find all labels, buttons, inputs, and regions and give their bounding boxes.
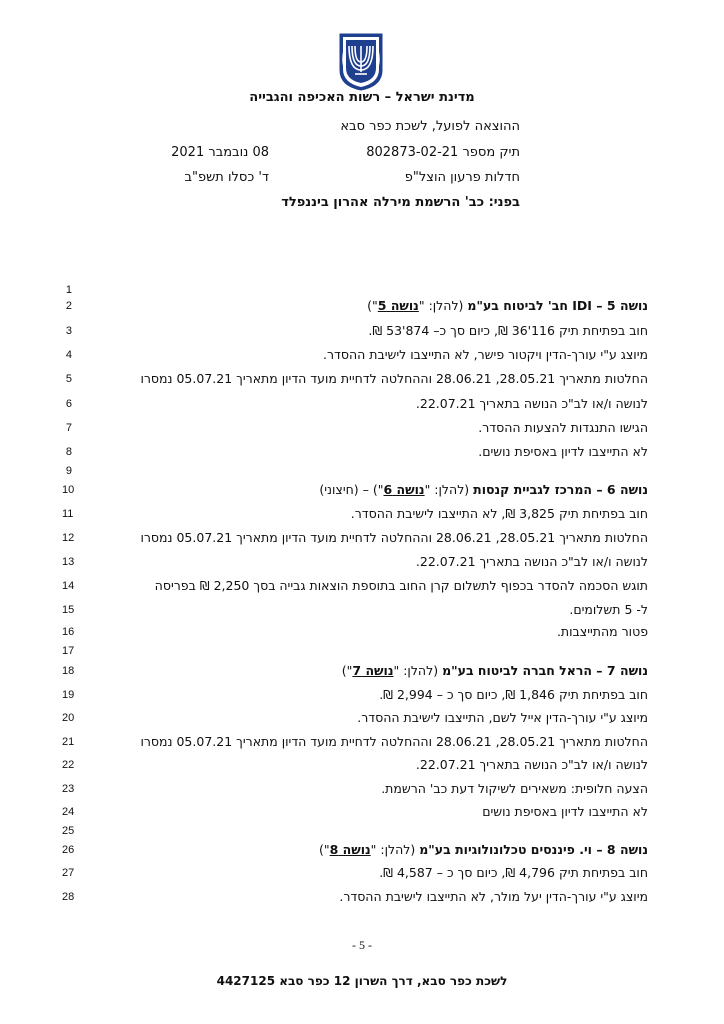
line-number: 1 — [65, 284, 72, 296]
line-number: 14 — [62, 580, 75, 592]
date-hebrew: ד' כסלו תשפ"ב — [184, 170, 269, 185]
line-number: 13 — [62, 556, 75, 568]
line-number: 6 — [65, 398, 72, 410]
creditor-alias-suffix: ") – (חיצוני) — [319, 482, 384, 497]
line-text: מיוצג ע"י עורך-הדין ויקטור פישר, לא התייצבו לישיבת ההסדר. — [322, 347, 648, 362]
office-name: ההוצאה לפועל, לשכת כפר סבא — [340, 119, 520, 134]
creditor-alias-suffix: ") — [318, 842, 330, 857]
line-number: 10 — [62, 484, 75, 496]
line-text: חוב בפתיחת תיק 1,846 ₪, כיום סך כ – 2,994 ₪. — [379, 687, 648, 702]
line-text: לנושה ו/או לב"כ הנושה בתאריך 22.07.21. — [415, 757, 648, 772]
line-text: הגישו התנגדות להצעות ההסדר. — [478, 420, 648, 435]
creditor-name: נושה 7 – הראל חברה לביטוח בע"מ — [442, 663, 648, 678]
line-number: 12 — [62, 532, 75, 544]
line-number: 22 — [62, 759, 75, 771]
line-number: 11 — [62, 508, 74, 520]
line-text: החלטות מתאריך 28.05.21, 28.06.21 וההחלטה לדחיית מועד הדיון מתאריך 05.07.21 נמסרו — [140, 734, 648, 749]
case-type: חדלות פרעון הוצל"פ — [404, 170, 520, 185]
line-text: הצעה חלופית: משאירים לשיקול דעת כב' הרשמת. — [381, 781, 648, 796]
creditor-heading — [342, 663, 648, 678]
line-number: 9 — [65, 465, 72, 477]
line-number: 26 — [62, 844, 75, 856]
line-text: ל- 5 תשלומים. — [569, 602, 648, 617]
line-number: 7 — [65, 422, 72, 434]
line-text: החלטות מתאריך 28.05.21, 28.06.21 וההחלטה לדחיית מועד הדיון מתאריך 05.07.21 נמסרו — [140, 530, 648, 545]
line-number: 3 — [65, 325, 72, 337]
agency-title: מדינת ישראל – רשות האכיפה והגבייה — [249, 90, 475, 105]
creditor-alias-prefix: (להלן: " — [424, 482, 474, 497]
creditor-alias-suffix: ") — [341, 663, 353, 678]
line-number: 2 — [65, 300, 72, 312]
creditor-alias: נושה 6 — [383, 482, 425, 497]
creditor-alias: נושה 7 — [352, 663, 394, 678]
creditor-heading — [367, 298, 648, 313]
line-number: 15 — [62, 604, 75, 616]
case-number: תיק מספר 802873-02-21 — [366, 145, 520, 160]
line-text: תוגש הסכמה להסדר בכפוף לתשלום קרן החוב בתוספת הוצאות גבייה בסך 2,250 ₪ בפריסה — [154, 578, 648, 593]
creditor-name: נושה 5 – IDI חב' לביטוח בע"מ — [467, 298, 648, 313]
line-number: 21 — [62, 736, 75, 748]
creditor-heading — [319, 842, 648, 857]
line-number: 4 — [65, 349, 72, 361]
line-text: חוב בפתיחת תיק 4,796 ₪, כיום סך כ – 4,587 ₪. — [379, 865, 648, 880]
line-number: 16 — [62, 626, 75, 638]
creditor-name: נושה 6 – המרכז לגביית קנסות — [473, 482, 648, 497]
state-emblem-icon — [336, 32, 386, 92]
line-number: 17 — [62, 645, 75, 657]
line-number: 20 — [62, 712, 75, 724]
line-text: לא התייצבו לדיון באסיפת נושים — [482, 804, 648, 819]
creditor-alias: נושה 8 — [329, 842, 371, 857]
creditor-alias-prefix: (להלן: " — [370, 842, 420, 857]
line-text: לנושה ו/או לב"כ הנושה בתאריך 22.07.21. — [415, 554, 648, 569]
line-number: 25 — [62, 825, 75, 837]
creditor-name: נושה 8 – וי. פיננסים טכלונולוגיות בע"מ — [419, 842, 648, 857]
creditor-heading — [319, 482, 648, 497]
line-number: 19 — [62, 689, 75, 701]
line-number: 8 — [65, 446, 72, 458]
line-text: פטור מהתייצבות. — [556, 624, 648, 639]
line-text: מיוצג ע"י עורך-הדין אייל לשם, התייצבו לישיבת ההסדר. — [357, 710, 648, 725]
line-number: 28 — [62, 891, 75, 903]
line-text: לא התייצבו לדיון באסיפת נושים. — [478, 444, 648, 459]
line-text: החלטות מתאריך 28.05.21, 28.06.21 וההחלטה לדחיית מועד הדיון מתאריך 05.07.21 נמסרו — [140, 371, 648, 386]
creditor-alias-suffix: ") — [367, 298, 378, 313]
line-number: 24 — [62, 806, 75, 818]
creditor-alias-prefix: (להלן: " — [418, 298, 468, 313]
line-text: לנושה ו/או לב"כ הנושה בתאריך 22.07.21. — [415, 396, 648, 411]
office-address-footer: לשכת כפר סבא, דרך השרון 12 כפר סבא 4427125 — [216, 974, 508, 988]
creditor-alias-prefix: (להלן: " — [393, 663, 443, 678]
page-number: - 5 - — [352, 938, 372, 952]
line-number: 5 — [65, 373, 72, 385]
line-number: 23 — [62, 783, 75, 795]
line-number: 18 — [62, 665, 75, 677]
date-gregorian: 08 נובמבר 2021 — [171, 145, 269, 160]
creditor-alias: נושה 5 — [377, 298, 419, 313]
line-number: 27 — [62, 867, 75, 879]
before-registrar: בפני: כב' הרשמת מירלה אהרון ביננפלד — [281, 195, 520, 210]
line-text: חוב בפתיחת תיק 116'36 ₪, כיום סך כ– 874'53 ₪. — [368, 323, 648, 338]
line-text: מיוצג ע"י עורך-הדין יעל מולר, לא התייצבו לישיבת ההסדר. — [339, 889, 648, 904]
line-text: חוב בפתיחת תיק 3,825 ₪, לא התייצבו לישיבת ההסדר. — [350, 506, 648, 521]
